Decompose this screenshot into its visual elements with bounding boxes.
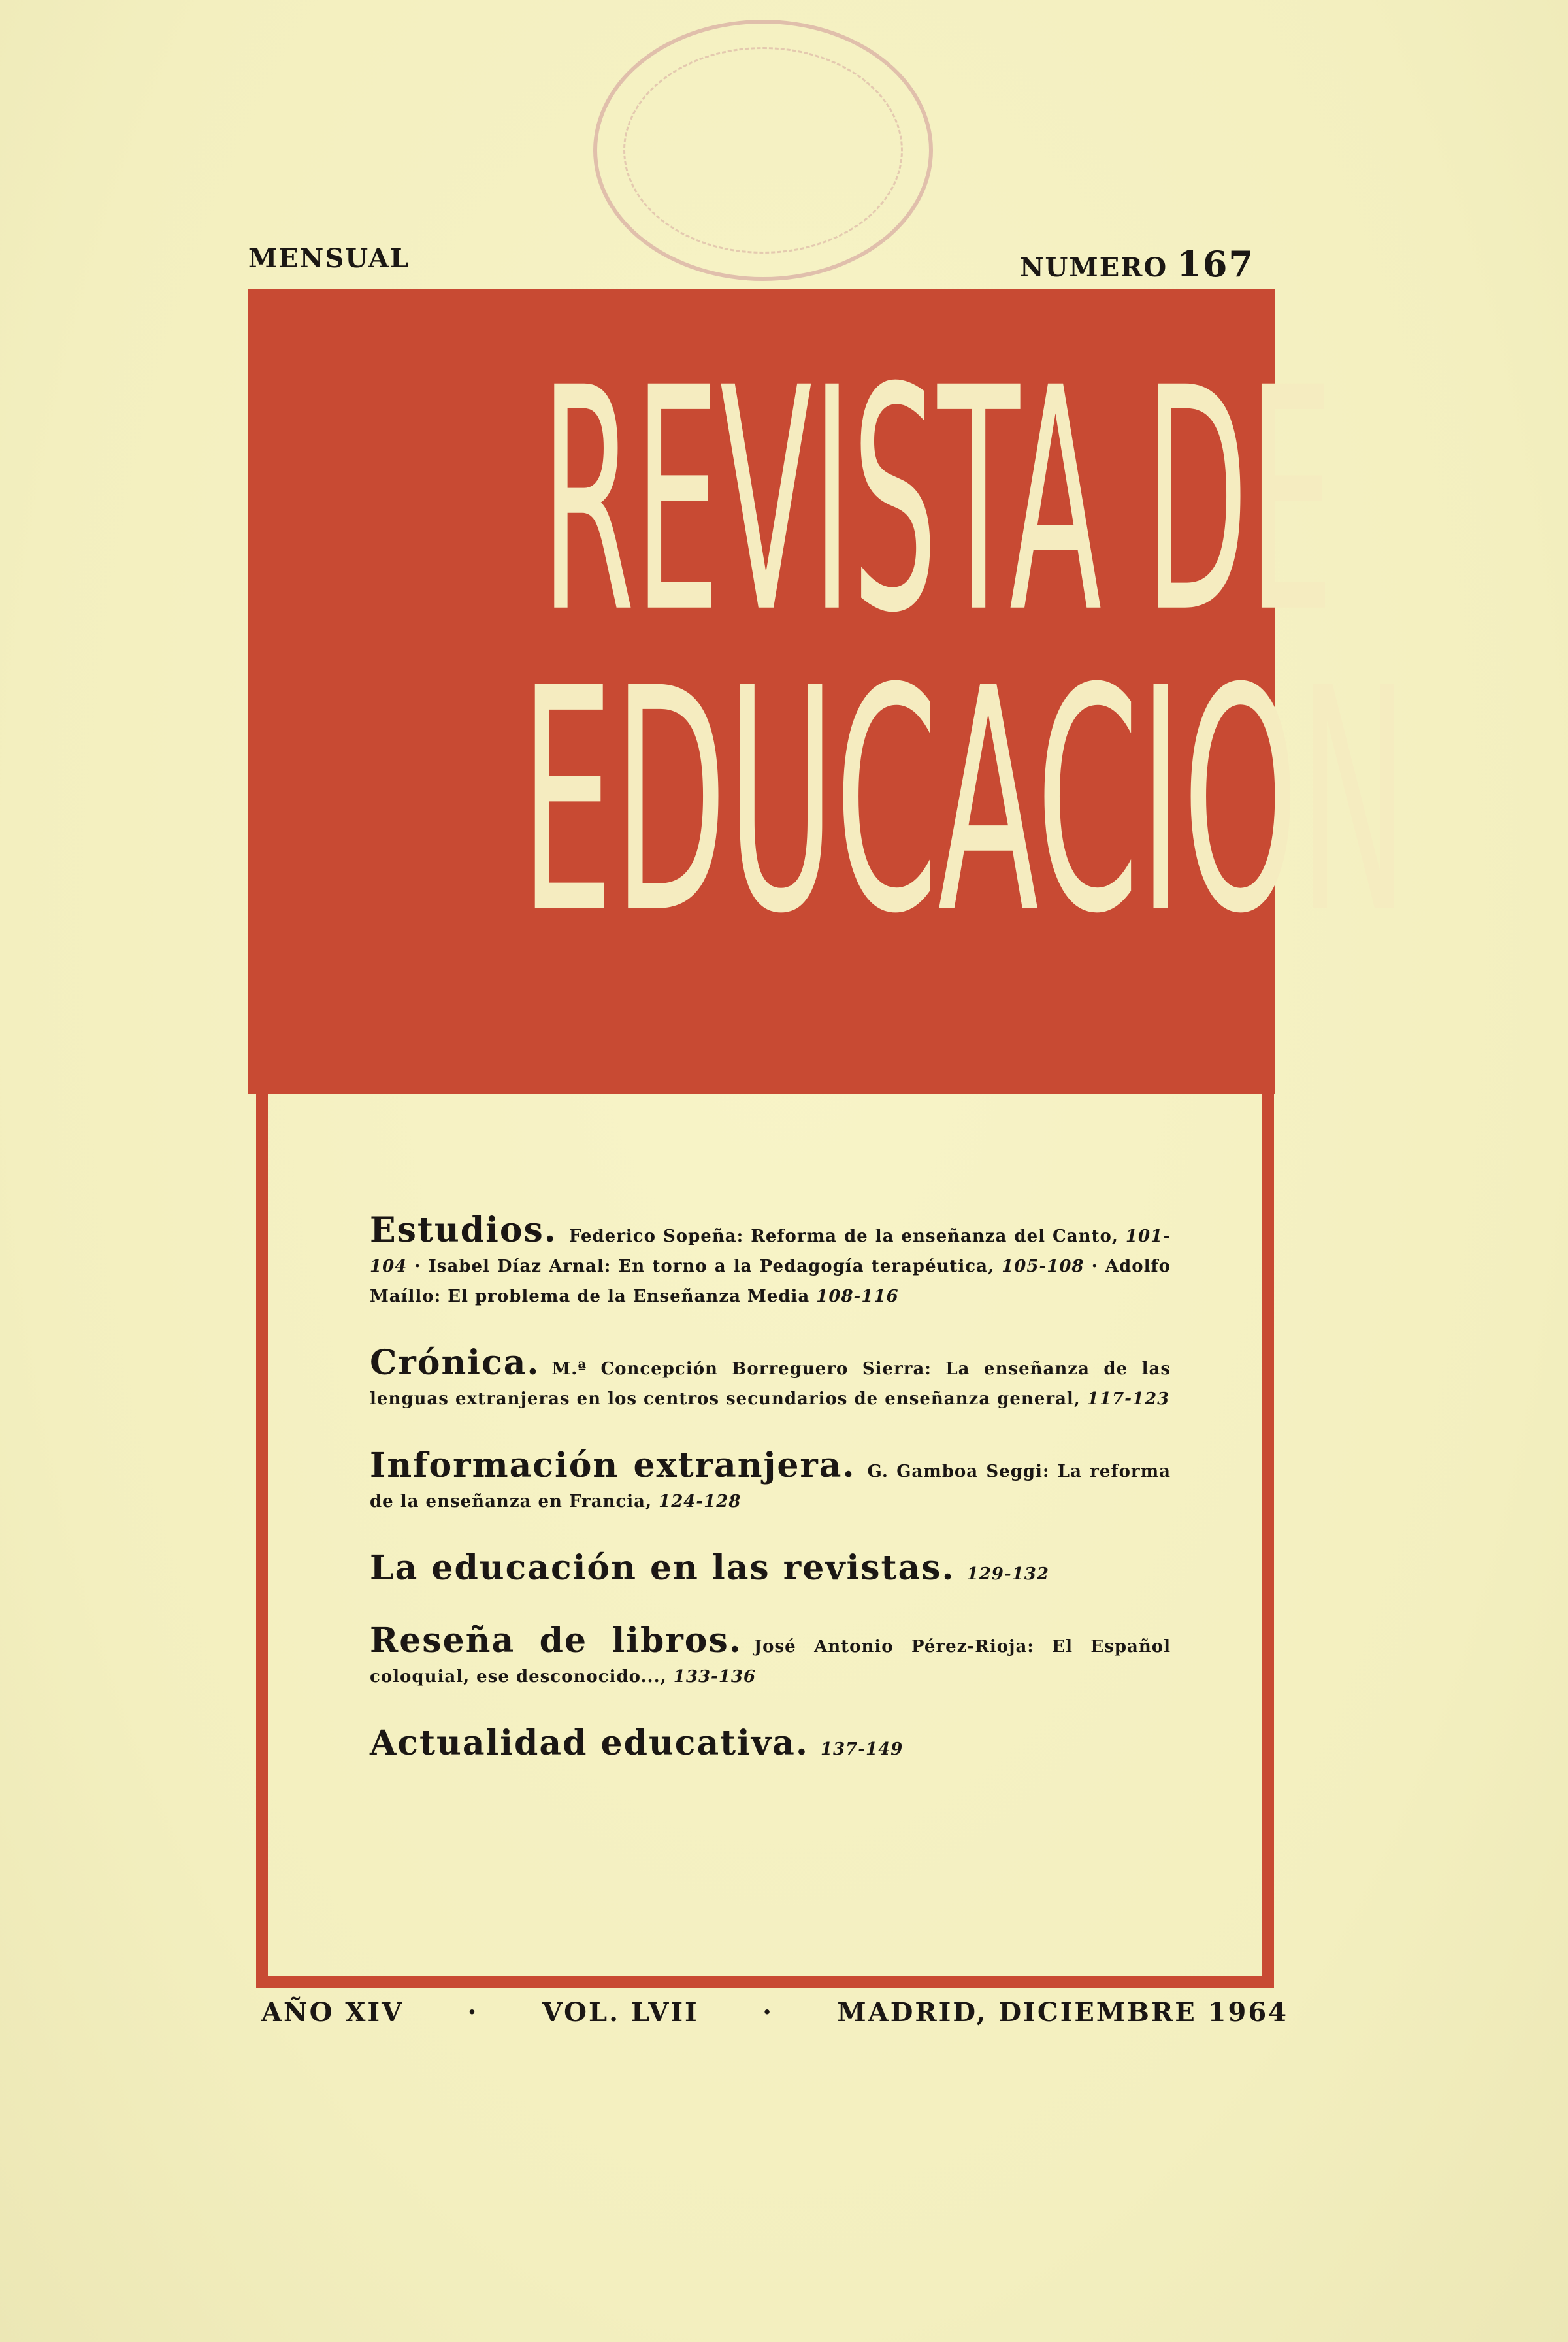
issue-footer	[261, 1997, 1288, 2028]
toc-page-range: 137-149	[820, 1740, 904, 1759]
toc-section-heading: La educación en las revistas.	[370, 1548, 955, 1588]
toc-page-range: 108-116	[816, 1287, 899, 1306]
issue-number-value: 167	[1177, 243, 1254, 285]
toc-entry-text: M.ª Concepción Borreguero Sierra: La enseñanza de las lenguas extranjeras en los centros secundarios de enseñanza general,	[370, 1359, 1171, 1409]
toc-page-range: 129-132	[966, 1564, 1049, 1584]
toc-entry-text: José Antonio Pérez-Rioja: El Español coloquial, ese desconocido...,	[370, 1637, 1171, 1687]
toc-entry	[370, 1210, 1171, 1311]
footer-place-date: MADRID, DICIEMBRE 1964	[837, 1997, 1288, 2028]
footer-separator: ·	[467, 1997, 479, 2028]
toc-page-range: 133-136	[673, 1667, 757, 1687]
journal-title-line-2: EDUCACION	[520, 623, 1409, 981]
table-of-contents	[370, 1210, 1171, 1801]
toc-section-heading: Información extranjera.	[370, 1445, 856, 1485]
footer-volume: VOL. LVII	[542, 1997, 699, 2028]
toc-entry	[370, 1445, 1171, 1517]
toc-entry	[370, 1548, 1171, 1589]
journal-title-line-1: REVISTA DE	[541, 322, 1334, 681]
toc-entry	[370, 1621, 1171, 1692]
toc-section-heading: Crónica.	[370, 1343, 540, 1383]
toc-section-heading: Actualidad educativa.	[370, 1723, 809, 1763]
toc-entry	[370, 1723, 1171, 1764]
toc-entry-text: G. Gamboa Seggi: La reforma de la enseñanza en Francia,	[370, 1462, 1171, 1511]
toc-entry	[370, 1343, 1171, 1414]
toc-page-range: 105-108	[1002, 1257, 1085, 1276]
toc-page-range: 124-128	[659, 1492, 742, 1511]
title-band	[248, 289, 1409, 1094]
toc-section-heading: Estudios.	[370, 1210, 557, 1250]
toc-section-heading: Reseña de libros.	[370, 1621, 742, 1660]
toc-entry-text: · Isabel Díaz Arnal: En torno a la Pedagogía terapéutica,	[407, 1257, 1002, 1276]
toc-page-range: 117-123	[1086, 1389, 1170, 1409]
frequency-label: MENSUAL	[248, 243, 410, 274]
toc-entry-text: · Adolfo Maíllo: El problema de la Enseñanza Media	[370, 1257, 1171, 1306]
issue-number-label: NUMERO	[1019, 252, 1168, 283]
toc-page-range: 101-104	[370, 1227, 1171, 1276]
issue-number	[1020, 243, 1254, 285]
footer-separator: ·	[762, 1997, 774, 2028]
library-stamp	[593, 20, 933, 281]
footer-year: AÑO XIV	[261, 1997, 404, 2028]
toc-entry-text: Federico Sopeña: Reforma de la enseñanza del Canto,	[568, 1227, 1126, 1246]
